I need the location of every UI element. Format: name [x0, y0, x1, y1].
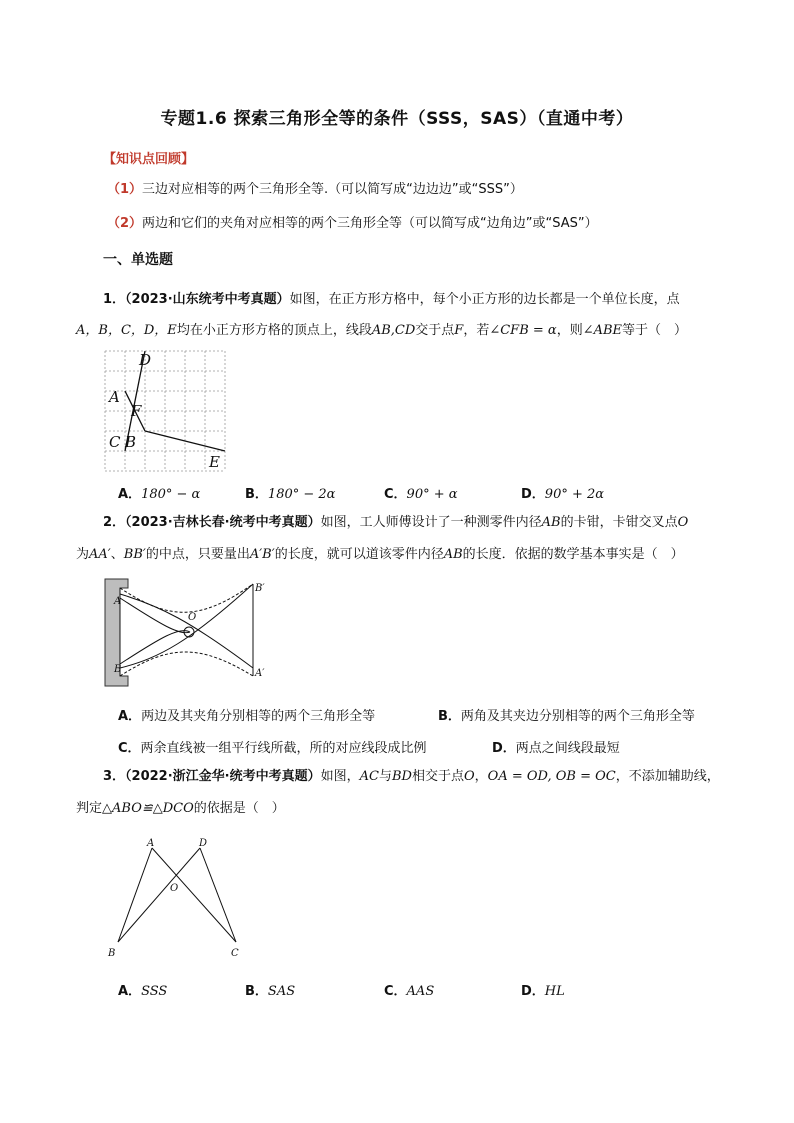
text: 的依据是（ ）	[193, 801, 285, 816]
option-text: HL	[544, 984, 565, 999]
text: 等于（ ）	[622, 323, 688, 338]
option-label: D．	[492, 741, 516, 756]
option-text: 两点之间线段最短	[515, 741, 620, 756]
label-b: B	[108, 948, 116, 959]
text: 的中点，只要量出	[145, 547, 250, 562]
math-bd: BD	[391, 769, 412, 784]
option-label: C．	[384, 984, 407, 999]
option-label: A．	[118, 709, 142, 724]
math-angle-cfb: ∠CFB = α	[489, 323, 557, 338]
q1-option-b[interactable]	[245, 483, 335, 502]
math-ac: AC	[359, 769, 379, 784]
q3-option-a[interactable]	[118, 980, 167, 999]
option-text: 两边及其夹角分别相等的两个三角形全等	[141, 709, 376, 724]
knowledge-point-1-text: 三边对应相等的两个三角形全等.（可以简写成“边边边”或“SSS”）	[142, 182, 523, 197]
label-c: C	[109, 433, 121, 451]
question-2-source: （2023·吉林长春·统考中考真题）	[125, 515, 321, 530]
knowledge-heading: 【知识点回顾】	[103, 152, 195, 167]
option-text: 180° − 2α	[267, 487, 336, 502]
knowledge-point-2	[107, 214, 598, 234]
math-points: A，B，C，D，E	[76, 323, 177, 338]
label-b: B	[125, 433, 137, 451]
q1-option-d[interactable]	[521, 483, 604, 502]
q2-option-d[interactable]	[492, 737, 620, 756]
math-aa: AA′	[89, 547, 111, 562]
text: ，不添加辅助线，	[615, 769, 720, 784]
label-b: B	[114, 664, 122, 675]
math-congruence: △ABO≌△DCO	[102, 801, 194, 816]
option-label: C．	[118, 741, 141, 756]
option-label: B．	[245, 984, 268, 999]
text: 如图，	[320, 769, 360, 784]
question-2-figure	[100, 576, 270, 692]
math-ab: AB	[443, 547, 463, 562]
option-label: A．	[118, 984, 142, 999]
question-2-line-2	[76, 545, 684, 565]
option-text: SAS	[267, 984, 296, 999]
question-1-source: （2023·山东统考中考真题）	[125, 292, 290, 307]
question-1-line-2	[76, 321, 687, 341]
option-text: 90° + 2α	[544, 487, 605, 502]
math-ab-prime: A′B′	[249, 547, 275, 562]
text: 相交于点	[411, 769, 464, 784]
text: 与	[378, 769, 392, 784]
text: 、	[110, 547, 124, 562]
q2-option-b[interactable]	[438, 705, 695, 724]
text: ，	[474, 769, 488, 784]
option-label: B．	[438, 709, 461, 724]
label-a: A	[109, 388, 120, 406]
knowledge-point-1	[107, 180, 523, 200]
math-bb: BB′	[123, 547, 146, 562]
label-d: D	[139, 351, 152, 369]
label-a: A	[114, 596, 122, 607]
option-label: B．	[245, 487, 268, 502]
text: 均在小正方形方格的顶点上，线段	[176, 323, 372, 338]
text: 的长度，就可以道该零件内径	[274, 547, 444, 562]
question-2-line-1	[103, 513, 688, 533]
math-segments: AB,CD	[371, 323, 416, 338]
q3-option-b[interactable]	[245, 980, 295, 999]
label-f: F	[131, 402, 142, 420]
option-text: 两角及其夹边分别相等的两个三角形全等	[460, 709, 695, 724]
text: 如图，工人师傅设计了一种测零件内径	[320, 515, 542, 530]
knowledge-point-2-number: （2）	[107, 216, 143, 231]
text: ，若	[463, 323, 490, 338]
math-angle-abe: ∠ABE	[582, 323, 623, 338]
q3-option-c[interactable]	[384, 980, 434, 999]
label-c: C	[231, 948, 239, 959]
text: 判定	[76, 801, 103, 816]
knowledge-point-1-number: （1）	[107, 182, 143, 197]
question-1-figure	[100, 346, 230, 476]
q2-option-a[interactable]	[118, 705, 375, 724]
label-e: E	[209, 453, 220, 471]
q1-option-a[interactable]	[118, 483, 200, 502]
label-a: A	[147, 838, 155, 849]
option-text: 90° + α	[406, 487, 458, 502]
text: 为	[76, 547, 90, 562]
option-label: A．	[118, 487, 142, 502]
option-text: SSS	[141, 984, 168, 999]
option-label: D．	[521, 487, 545, 502]
question-3-number: 3．	[103, 769, 126, 784]
text: 的卡钳，卡钳交叉点	[560, 515, 678, 530]
knowledge-point-2-text: 两边和它们的夹角对应相等的两个三角形全等（可以简写成“边角边”或“SAS”）	[142, 216, 598, 231]
text: ，则	[556, 323, 583, 338]
question-3-source: （2022·浙江金华·统考中考真题）	[125, 769, 321, 784]
q3-option-d[interactable]	[521, 980, 565, 999]
option-label: C．	[384, 487, 407, 502]
math-condition: OA = OD, OB = OC	[487, 769, 616, 784]
question-1-text: 如图，在正方形方格中，每个小正方形的边长都是一个单位长度，点	[289, 292, 680, 307]
question-1-line-1	[103, 290, 680, 310]
label-b-prime: B′	[255, 583, 265, 594]
option-text: 180° − α	[141, 487, 201, 502]
section-heading: 一、单选题	[103, 252, 173, 268]
label-d: D	[199, 838, 208, 849]
q2-option-c[interactable]	[118, 737, 427, 756]
option-text: 两余直线被一组平行线所截，所的对应线段成比例	[140, 741, 427, 756]
text: 的长度．依据的数学基本事实是（ ）	[462, 547, 684, 562]
math-o: O	[463, 769, 475, 784]
question-3-figure	[100, 836, 250, 962]
question-3-line-1	[103, 767, 720, 787]
label-o: O	[170, 883, 179, 894]
question-2-number: 2．	[103, 515, 126, 530]
option-label: D．	[521, 984, 545, 999]
math-o: O	[677, 515, 689, 530]
math-point-f: F	[454, 323, 464, 338]
text: 交于点	[415, 323, 455, 338]
label-o: O	[188, 612, 197, 623]
label-a-prime: A′	[255, 668, 265, 679]
math-ab: AB	[541, 515, 561, 530]
question-1-number: 1．	[103, 292, 126, 307]
option-text: AAS	[406, 984, 435, 999]
q1-option-c[interactable]	[384, 483, 458, 502]
page-title: 专题1.6 探索三角形全等的条件（SSS，SAS）（直通中考）	[160, 109, 634, 129]
question-3-line-2	[76, 799, 285, 819]
